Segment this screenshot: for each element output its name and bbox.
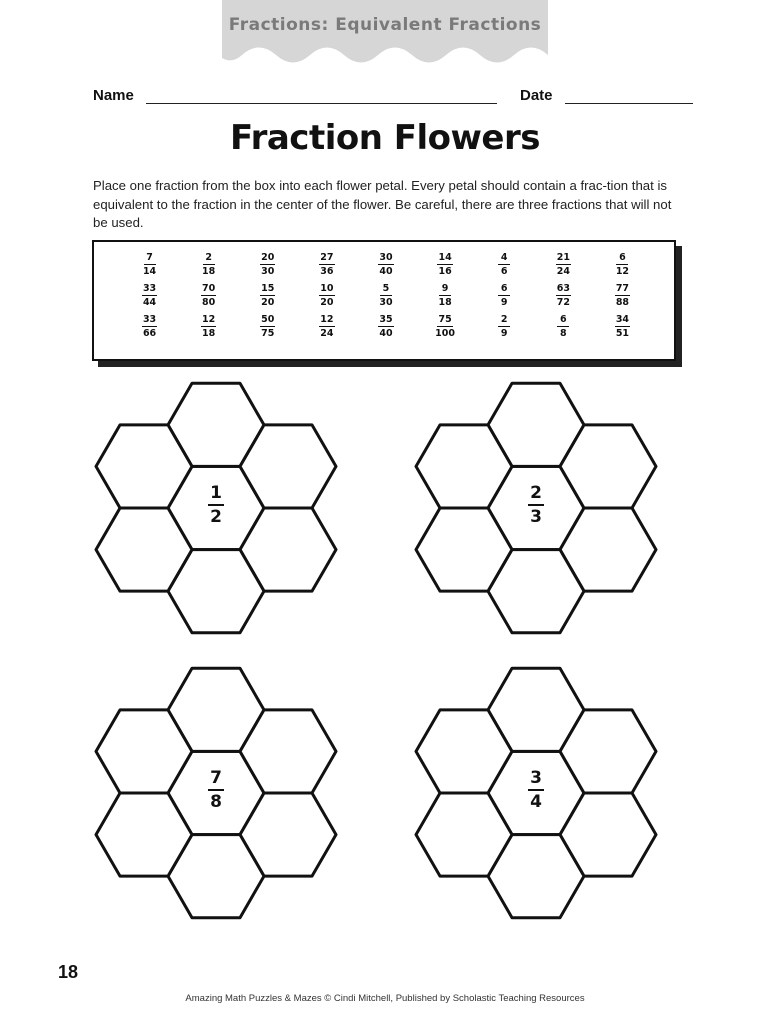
date-line[interactable]: [565, 103, 693, 104]
fraction-choice: $\frac{20}{30}$: [261, 252, 275, 277]
fraction-choice: $\frac{2}{18}$: [202, 252, 216, 277]
fraction-choice: $\frac{33}{44}$: [142, 283, 157, 308]
flower-two-thirds: [413, 377, 659, 639]
flower-center-fraction: $\frac{7}{8}$: [205, 768, 227, 812]
fraction-choice: $\frac{4}{6}$: [498, 252, 510, 277]
fraction-choice: $\frac{30}{40}$: [379, 252, 393, 277]
fraction-choice: $\frac{70}{80}$: [202, 283, 216, 308]
fraction-grid: [120, 252, 652, 339]
fraction-choice: $\frac{2}{9}$: [498, 314, 510, 339]
fraction-choice: $\frac{33}{66}$: [142, 314, 157, 339]
footer-credit: Amazing Math Puzzles & Mazes © Cindi Mitchell, Published by Scholastic Teaching Resources: [185, 993, 585, 1004]
wave-banner-shape: [222, 0, 548, 70]
fraction-choice: $\frac{6}{12}$: [615, 252, 630, 277]
flower-center-fraction: $\frac{2}{3}$: [525, 483, 547, 527]
fraction-choice: $\frac{12}{24}$: [320, 314, 334, 339]
fraction-choice: $\frac{9}{18}$: [438, 283, 452, 308]
fraction-choice: $\frac{12}{18}$: [202, 314, 216, 339]
fraction-choice: $\frac{50}{75}$: [261, 314, 275, 339]
fraction-choice: $\frac{27}{36}$: [320, 252, 334, 277]
header-banner: [222, 0, 548, 70]
date-label: Date: [520, 87, 553, 104]
fraction-choice: $\frac{34}{51}$: [615, 314, 630, 339]
fraction-choice: $\frac{63}{72}$: [556, 283, 570, 308]
instructions-text: Place one fraction from the box into each flower petal. Every petal should contain a frac-tion that is equivalent to the fraction in the center of the flower. Be careful, there are three fractions that will not be used.: [93, 178, 672, 230]
fraction-choice: $\frac{10}{20}$: [320, 283, 334, 308]
fraction-choice: $\frac{14}{16}$: [438, 252, 452, 277]
flower-center-fraction: $\frac{1}{2}$: [205, 483, 227, 527]
name-line[interactable]: [146, 103, 497, 104]
fraction-choice: $\frac{7}{14}$: [142, 252, 157, 277]
fraction-choice: $\frac{15}{20}$: [261, 283, 275, 308]
fraction-choice: $\frac{21}{24}$: [556, 252, 570, 277]
fraction-choice: $\frac{75}{100}$: [435, 314, 456, 339]
fraction-choice: $\frac{77}{88}$: [615, 283, 630, 308]
page-number: 18: [58, 962, 79, 982]
flower-three-fourths: [413, 662, 659, 924]
fraction-choice: $\frac{6}{8}$: [557, 314, 569, 339]
banner-title: Fractions: Equivalent Fractions: [228, 15, 542, 35]
page-title: Fraction Flowers: [230, 118, 540, 158]
flower-center-fraction: $\frac{3}{4}$: [525, 768, 547, 812]
fraction-box: [92, 240, 676, 361]
fraction-choice: $\frac{6}{9}$: [498, 283, 510, 308]
fraction-choice: $\frac{5}{30}$: [379, 283, 393, 308]
flower-one-half: [93, 377, 339, 639]
fraction-choice: $\frac{35}{40}$: [379, 314, 393, 339]
flower-seven-eighths: [93, 662, 339, 924]
name-label: Name: [93, 87, 134, 104]
